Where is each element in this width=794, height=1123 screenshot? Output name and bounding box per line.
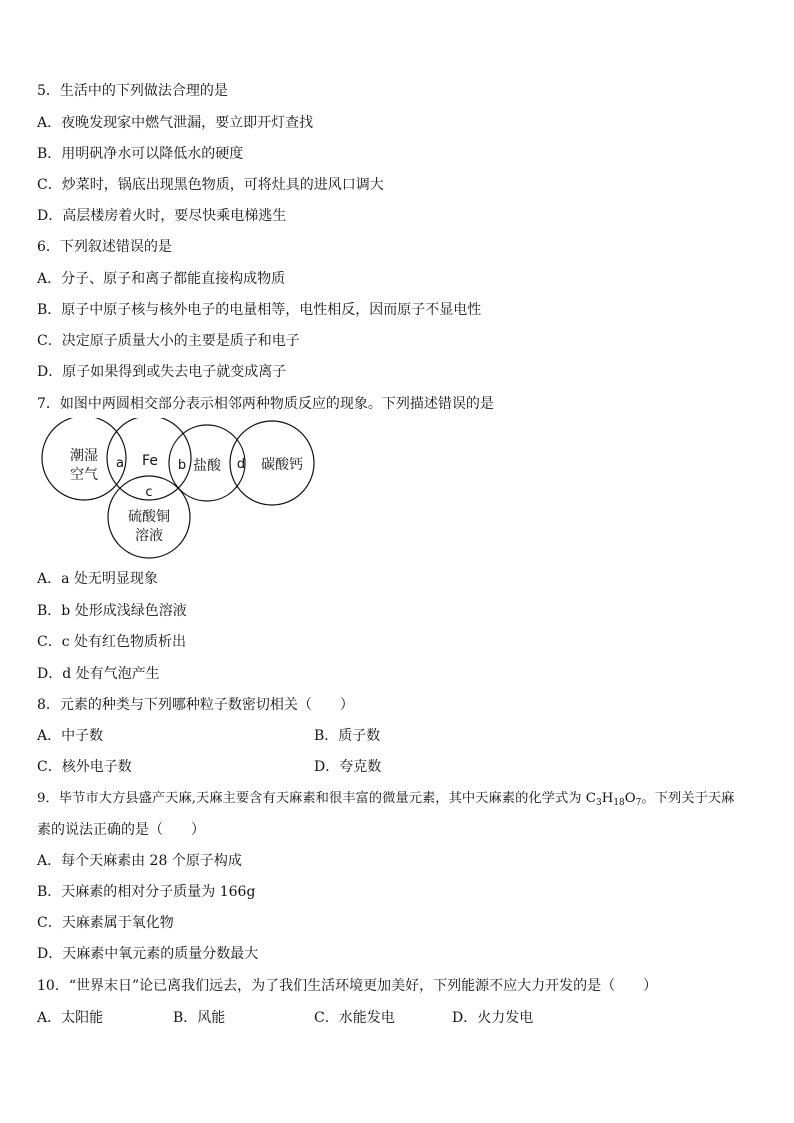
label-region-c: c: [145, 485, 153, 500]
label-calcium-carbonate: 碳酸钙: [261, 457, 303, 473]
q6-option-b: B．原子中原子核与核外电子的电量相等，电性相反，因而原子不显电性: [37, 302, 482, 318]
q7-reaction-diagram: [36, 418, 326, 560]
q7-stem: 7．如图中两圆相交部分表示相邻两种物质反应的现象。下列描述错误的是: [37, 396, 494, 412]
label-moist: 潮湿: [70, 448, 98, 464]
q9-formula-sub-o: 7: [635, 798, 642, 808]
q9-stem-part1: 9．毕节市大方县盛产天麻,天麻主要含有天麻素和很丰富的微量元素，其中天麻素的化学式为 C: [37, 791, 596, 806]
q9-stem-part2: 。下列关于天麻: [641, 791, 735, 806]
q10-option-d: D．火力发电: [452, 1010, 534, 1026]
q9-option-d: D．天麻素中氧元素的质量分数最大: [37, 946, 259, 962]
q9-formula-o: O: [624, 791, 636, 806]
label-air: 空气: [70, 467, 98, 483]
q7-option-a: A．a 处无明显现象: [37, 571, 158, 587]
q6-option-d: D．原子如果得到或失去电子就变成离子: [37, 364, 287, 380]
q5-option-b: B．用明矾净水可以降低水的硬度: [37, 146, 244, 162]
q8-option-a: A．中子数: [37, 728, 104, 744]
q7-option-b: B．b 处形成浅绿色溶液: [37, 603, 187, 619]
q8-option-b: B．质子数: [314, 728, 381, 744]
q9-formula-h: H: [601, 791, 614, 806]
q6-option-c: C．决定原子质量大小的主要是质子和电子: [37, 333, 300, 349]
q8-option-d: D．夸克数: [314, 759, 382, 775]
q5-stem: 5．生活中的下列做法合理的是: [37, 83, 228, 99]
q9-option-b: B．天麻素的相对分子质量为 166g: [37, 884, 256, 900]
q10-option-c: C．水能发电: [314, 1010, 395, 1026]
q6-option-a: A．分子、原子和离子都能直接构成物质: [37, 271, 286, 287]
q9-option-a: A．每个天麻素由 28 个原子构成: [37, 853, 242, 869]
q6-stem: 6．下列叙述错误的是: [37, 239, 172, 255]
q5-option-a: A．夜晚发现家中燃气泄漏，要立即开灯查找: [37, 115, 314, 131]
label-region-a: a: [116, 456, 124, 471]
q10-option-a: A．太阳能: [37, 1010, 104, 1026]
label-fe: Fe: [142, 453, 158, 469]
q7-option-c: C．c 处有红色物质析出: [37, 634, 187, 650]
q9-stem-line2: 素的说法正确的是（ ）: [37, 822, 205, 838]
q9-formula-sub-c: 3: [595, 798, 602, 808]
q9-formula-sub-h: 18: [613, 798, 625, 808]
label-solution: 溶液: [135, 528, 163, 544]
q7-option-d: D．d 处有气泡产生: [37, 666, 160, 682]
label-region-b: b: [177, 458, 187, 473]
q9-option-c: C．天麻素属于氧化物: [37, 915, 174, 931]
q10-option-b: B．风能: [173, 1010, 226, 1026]
q8-option-c: C．核外电子数: [37, 759, 132, 775]
q5-option-c: C．炒菜时，锅底出现黑色物质，可将灶具的进风口调大: [37, 177, 384, 193]
q9-stem-line1: [37, 790, 734, 808]
label-hydrochloric-acid: 盐酸: [193, 458, 221, 474]
label-region-d: d: [236, 457, 246, 472]
q10-stem: 10．“世界末日”论已离我们远去，为了我们生活环境更加美好，下列能源不应大力开发的是（ ）: [37, 978, 658, 994]
q5-option-d: D．高层楼房着火时，要尽快乘电梯逃生: [37, 208, 287, 224]
label-copper-sulfate: 硫酸铜: [128, 509, 170, 525]
q8-stem: 8．元素的种类与下列哪种粒子数密切相关（ ）: [37, 697, 354, 713]
